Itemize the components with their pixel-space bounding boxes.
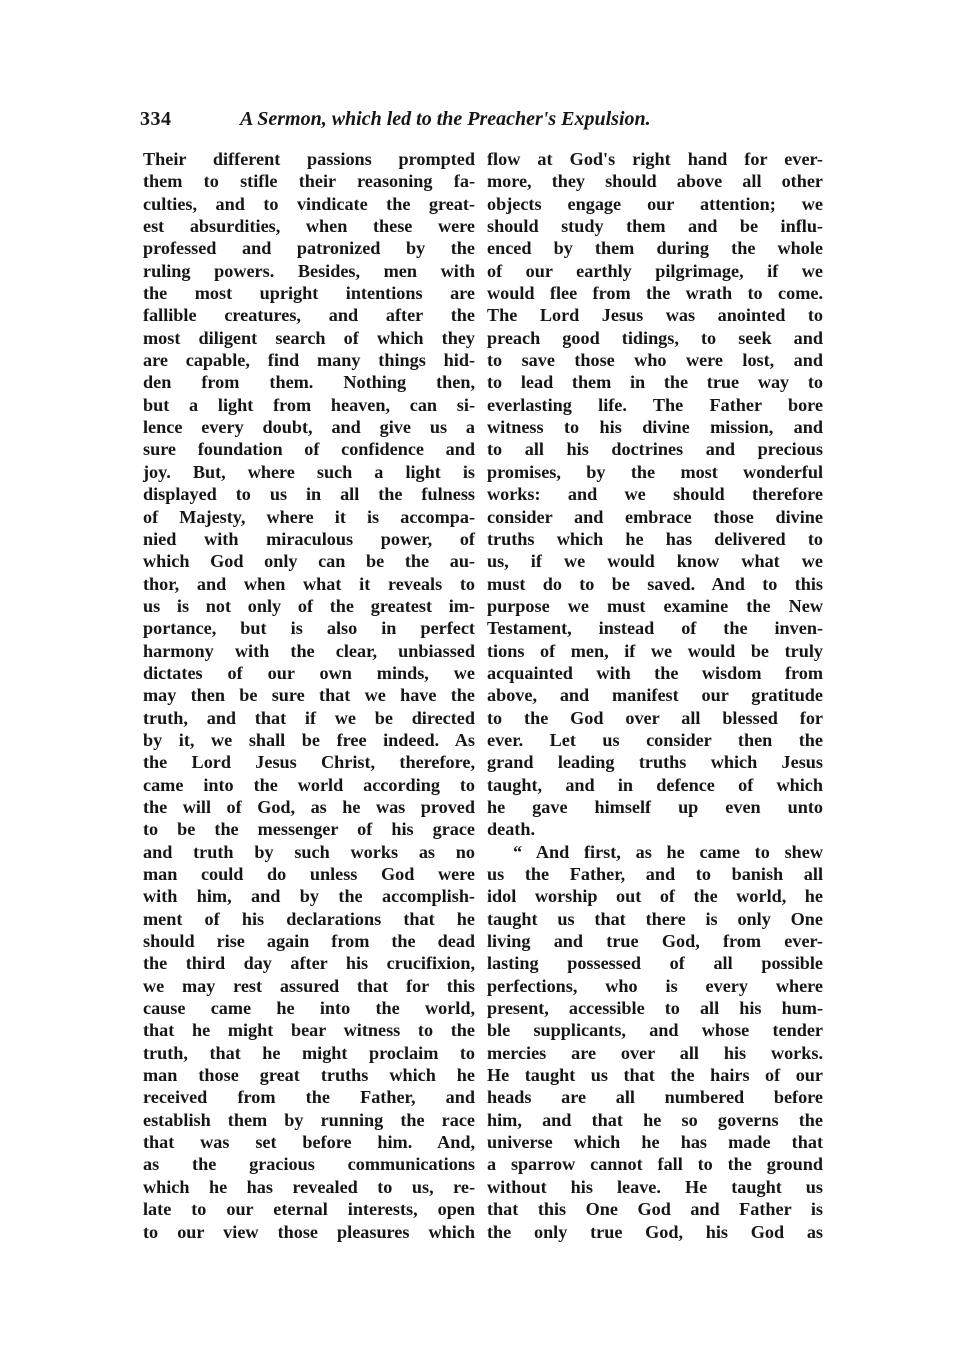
text-line: taught, and in defence of which: [487, 774, 823, 795]
text-line: the third day after his crucifixion,: [143, 953, 475, 974]
text-line: most diligent search of which they: [143, 327, 475, 348]
text-line: cause came he into the world,: [143, 998, 475, 1019]
text-line: man could do unless God were: [143, 864, 475, 884]
page-number: 334: [140, 108, 172, 130]
text-line: culties, and to vindicate the great-: [143, 193, 475, 214]
text-line: the most upright intentions are: [143, 283, 475, 304]
text-line: truths which he has delivered to: [487, 528, 823, 549]
text-line: which God only can be the au-: [143, 551, 475, 572]
text-line: objects engage our attention; we: [487, 193, 823, 214]
text-line: with him, and by the accomplish-: [143, 886, 475, 907]
text-line: without his leave. He taught us: [487, 1176, 823, 1197]
text-line: ment of his declarations that he: [143, 908, 475, 929]
text-line: establish them by running the race: [143, 1109, 475, 1130]
text-line: of Majesty, where it is accompa-: [143, 506, 475, 527]
text-line: professed and patronized by the: [143, 238, 475, 259]
text-line: living and true God, from ever-: [487, 931, 823, 952]
text-line: should rise again from the dead: [143, 931, 475, 952]
text-line: would flee from the wrath to come.: [487, 283, 823, 304]
text-line: nied with miraculous power, of: [143, 528, 475, 549]
text-line: are capable, find many things hid-: [143, 350, 475, 371]
text-line: enced by them during the whole: [487, 238, 823, 259]
text-line: thor, and when what it reveals to: [143, 573, 475, 594]
text-line: to all his doctrines and precious: [487, 439, 823, 460]
text-line: of our earthly pilgrimage, if we: [487, 260, 823, 281]
text-line: man those great truths which he: [143, 1065, 475, 1086]
text-line: lence every doubt, and give us a: [143, 417, 475, 438]
text-line: that was set before him. And,: [143, 1132, 475, 1153]
text-line: above, and manifest our gratitude: [487, 685, 823, 706]
text-line: everlasting life. The Father bore: [487, 394, 823, 415]
text-line: promises, by the most wonderful: [487, 461, 823, 482]
text-line: but a light from heaven, can si-: [143, 394, 475, 415]
text-line: may then be sure that we have the: [143, 685, 475, 706]
text-line: must do to be saved. And to this: [487, 573, 823, 594]
text-line: a sparrow cannot fall to the ground: [487, 1154, 823, 1175]
text-line: us the Father, and to banish all: [487, 864, 823, 884]
text-line: lasting possessed of all possible: [487, 953, 823, 974]
text-line: the only true God, his God as: [487, 1221, 823, 1242]
text-line: perfections, who is every where: [487, 975, 823, 996]
text-line: should study them and be influ-: [487, 216, 823, 237]
text-line: the Lord Jesus Christ, therefore,: [143, 752, 475, 773]
text-line: to our view those pleasures which: [143, 1221, 475, 1242]
text-line: ever. Let us consider then the: [487, 729, 823, 750]
text-line: acquainted with the wisdom from: [487, 662, 823, 683]
text-line: works: and we should therefore: [487, 484, 823, 505]
text-line: them to stifle their reasoning fa-: [143, 171, 475, 192]
running-title: A Sermon, which led to the Preacher's Expulsion.: [240, 108, 651, 130]
text-line: to lead them in the true way to: [487, 372, 823, 393]
text-line: joy. But, where such a light is: [143, 461, 475, 482]
text-line: flow at God's right hand for ever-: [487, 149, 823, 169]
text-line: Their different passions prompted: [143, 149, 475, 169]
text-line: by it, we shall be free indeed. As: [143, 729, 475, 750]
text-line: dictates of our own minds, we: [143, 662, 475, 683]
text-line: tions of men, if we would be truly: [487, 640, 823, 661]
text-line: the will of God, as he was proved: [143, 796, 475, 817]
text-line: received from the Father, and: [143, 1087, 475, 1108]
text-line: we may rest assured that for this: [143, 975, 475, 996]
text-line: and truth by such works as no: [143, 841, 475, 862]
text-line: purpose we must examine the New: [487, 595, 823, 616]
text-line: ruling powers. Besides, men with: [143, 260, 475, 281]
text-line: to save those who were lost, and: [487, 350, 823, 371]
text-line: present, accessible to all his hum-: [487, 998, 823, 1019]
text-line: came into the world according to: [143, 774, 475, 795]
text-line: us, if we would know what we: [487, 551, 823, 572]
text-line: truth, and that if we be directed: [143, 707, 475, 728]
text-line: harmony with the clear, unbiassed: [143, 640, 475, 661]
text-line: fallible creatures, and after the: [143, 305, 475, 326]
text-line: He taught us that the hairs of our: [487, 1065, 823, 1086]
text-line: displayed to us in all the fulness: [143, 484, 475, 505]
text-line: universe which he has made that: [487, 1132, 823, 1153]
text-line: that he might bear witness to the: [143, 1020, 475, 1041]
text-line: taught us that there is only One: [487, 908, 823, 929]
text-line: portance, but is also in perfect: [143, 618, 475, 639]
text-line: preach good tidings, to seek and: [487, 327, 823, 348]
text-line: est absurdities, when these were: [143, 216, 475, 237]
text-line: to be the messenger of his grace: [143, 819, 475, 840]
text-line: death.: [487, 819, 535, 840]
text-line: “ And first, as he came to shew: [513, 841, 823, 862]
text-line: late to our eternal interests, open: [143, 1199, 475, 1220]
text-line: him, and that he so governs the: [487, 1109, 823, 1130]
text-line: us is not only of the greatest im-: [143, 595, 475, 616]
text-line: heads are all numbered before: [487, 1087, 823, 1108]
text-line: grand leading truths which Jesus: [487, 752, 823, 773]
text-line: Testament, instead of the inven-: [487, 618, 823, 639]
text-line: more, they should above all other: [487, 171, 823, 192]
text-line: as the gracious communications: [143, 1154, 475, 1175]
text-line: idol worship out of the world, he: [487, 886, 823, 907]
text-line: witness to his divine mission, and: [487, 417, 823, 438]
text-line: to the God over all blessed for: [487, 707, 823, 728]
text-line: that this One God and Father is: [487, 1199, 823, 1220]
text-line: he gave himself up even unto: [487, 796, 823, 817]
text-line: ble supplicants, and whose tender: [487, 1020, 823, 1041]
right-column: [487, 148, 823, 1243]
text-line: which he has revealed to us, re-: [143, 1176, 475, 1197]
text-line: mercies are over all his works.: [487, 1042, 823, 1063]
text-line: truth, that he might proclaim to: [143, 1042, 475, 1063]
text-line: consider and embrace those divine: [487, 506, 823, 527]
running-head: [140, 108, 820, 138]
text-line: The Lord Jesus was anointed to: [487, 305, 823, 326]
text-line: sure foundation of confidence and: [143, 439, 475, 460]
left-column: [143, 148, 475, 1243]
text-line: den from them. Nothing then,: [143, 372, 475, 393]
